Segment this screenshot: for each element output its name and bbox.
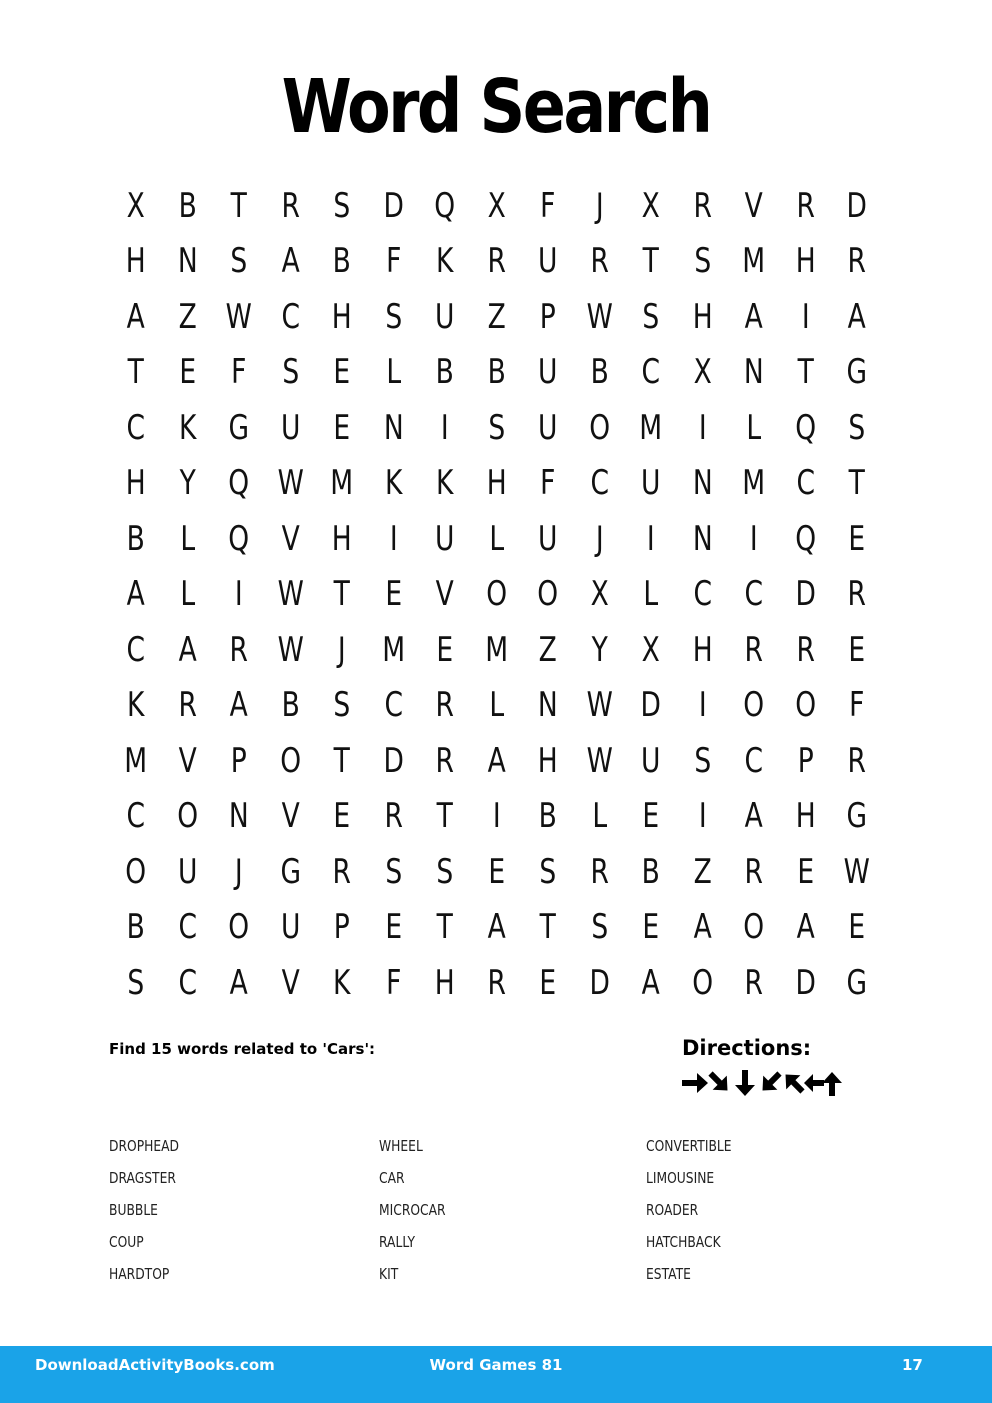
word-column-3 (646, 1135, 750, 1295)
grid-letter: S (436, 851, 454, 892)
grid-letter: T (539, 907, 556, 948)
grid-letter: G (846, 352, 868, 393)
grid-letter: R (796, 185, 815, 226)
grid-letter: I (698, 796, 707, 837)
grid-letter: N (537, 685, 558, 726)
grid-letter: Q (228, 518, 250, 559)
grid-letter: W (586, 685, 613, 726)
grid-letter: C (692, 574, 712, 615)
grid-letter: E (642, 796, 660, 837)
grid-letter: B (332, 241, 351, 282)
grid-letter: L (643, 574, 659, 615)
grid-letter: B (590, 352, 609, 393)
grid-letter: U (177, 851, 197, 892)
grid-letter: R (590, 851, 609, 892)
grid-letter: L (488, 685, 504, 726)
grid-letter: H (692, 296, 713, 337)
grid-letter: P (333, 907, 350, 948)
grid-letter: E (436, 629, 454, 670)
grid-letter: V (744, 185, 763, 226)
grid-letter: T (127, 352, 144, 393)
arrow-down-right-icon (703, 1068, 734, 1098)
direction-arrows (681, 1068, 845, 1098)
instructions: Find 15 words related to 'Cars': (109, 1040, 376, 1058)
grid-letter: G (279, 851, 301, 892)
grid-letter: P (230, 740, 247, 781)
grid-letter: P (539, 296, 556, 337)
grid-letter: A (796, 907, 815, 948)
grid-letter: H (331, 296, 352, 337)
grid-letter: N (228, 796, 249, 837)
grid-letter: R (435, 740, 454, 781)
grid-letter: I (801, 296, 810, 337)
grid-letter: A (693, 907, 712, 948)
grid-letter: Z (487, 296, 506, 337)
grid-letter: T (848, 463, 865, 504)
grid-letter: M (124, 740, 148, 781)
grid-letter: C (795, 463, 815, 504)
word-item: CONVERTIBLE (646, 1137, 732, 1155)
grid-letter: S (539, 851, 557, 892)
word-item: WHEEL (379, 1137, 423, 1155)
grid-letter: F (849, 685, 865, 726)
grid-letter: K (333, 962, 351, 1003)
grid-letter: Q (228, 463, 250, 504)
grid-letter: M (742, 241, 766, 282)
arrow-up-icon (822, 1072, 842, 1096)
grid-letter: R (744, 629, 763, 670)
arrow-down-icon (735, 1070, 755, 1096)
word-item: HATCHBACK (646, 1233, 721, 1251)
grid-letter: M (330, 463, 354, 504)
grid-letter: R (847, 740, 866, 781)
grid-letter: X (693, 352, 712, 393)
grid-letter: T (436, 907, 453, 948)
grid-letter: M (484, 629, 508, 670)
grid-letter: E (333, 407, 351, 448)
grid-letter: D (846, 185, 867, 226)
grid-letter: S (333, 185, 351, 226)
grid-letter: A (126, 574, 145, 615)
grid-letter: C (177, 962, 197, 1003)
grid-letter: O (691, 962, 713, 1003)
grid-letter: U (641, 463, 661, 504)
grid-letter: D (795, 574, 816, 615)
grid-letter: S (333, 685, 351, 726)
grid-letter: N (177, 241, 198, 282)
grid-letter: B (641, 851, 660, 892)
grid-letter: E (333, 352, 351, 393)
grid-letter: T (797, 352, 814, 393)
grid-letter: T (230, 185, 247, 226)
grid-letter: M (639, 407, 663, 448)
grid-letter: K (436, 463, 454, 504)
grid-letter: I (389, 518, 398, 559)
grid-letter: D (795, 962, 816, 1003)
word-item: HARDTOP (109, 1265, 170, 1283)
word-list (109, 1135, 909, 1305)
grid-letter: Y (591, 629, 608, 670)
grid-letter: U (280, 407, 300, 448)
grid-letter: S (693, 740, 711, 781)
grid-letter: S (487, 407, 505, 448)
grid-letter: C (126, 629, 146, 670)
grid-letter: E (642, 907, 660, 948)
grid-letter: B (538, 796, 557, 837)
grid-letter: O (176, 796, 198, 837)
grid-letter: F (540, 463, 556, 504)
grid-letter: R (796, 629, 815, 670)
grid-letter: F (231, 352, 247, 393)
grid-letter: R (847, 241, 866, 282)
footer-site-link[interactable]: DownloadActivityBooks.com (35, 1356, 275, 1374)
grid-letter: L (746, 407, 762, 448)
grid-letter: V (281, 518, 300, 559)
grid-letter: D (589, 962, 610, 1003)
grid-letter: U (538, 241, 558, 282)
grid-letter: O (743, 907, 765, 948)
grid-letter: K (384, 463, 402, 504)
grid-letter: R (693, 185, 712, 226)
grid-letter: R (590, 241, 609, 282)
grid-letter: A (487, 907, 506, 948)
grid-letter: L (591, 796, 607, 837)
grid-letter: S (848, 407, 866, 448)
grid-letter: S (590, 907, 608, 948)
grid-letter: I (749, 518, 758, 559)
grid-letter: L (179, 518, 195, 559)
grid-letter: X (487, 185, 506, 226)
grid-letter: R (487, 962, 506, 1003)
grid-letter: R (744, 851, 763, 892)
grid-letter: V (435, 574, 454, 615)
letter-grid (110, 178, 883, 1011)
grid-letter: O (794, 685, 816, 726)
grid-letter: W (586, 740, 613, 781)
grid-letter: I (492, 796, 501, 837)
grid-letter: R (332, 851, 351, 892)
word-item: RALLY (379, 1233, 416, 1251)
grid-letter: B (126, 518, 145, 559)
grid-letter: H (795, 796, 816, 837)
grid-letter: Y (179, 463, 196, 504)
grid-letter: H (125, 241, 146, 282)
grid-letter: W (843, 851, 870, 892)
grid-letter: E (333, 796, 351, 837)
grid-letter: J (595, 185, 604, 226)
grid-letter: S (384, 296, 402, 337)
grid-letter: U (538, 352, 558, 393)
grid-letter: R (487, 241, 506, 282)
grid-letter: L (385, 352, 401, 393)
word-item: ROADER (646, 1201, 699, 1219)
grid-letter: T (642, 241, 659, 282)
grid-letter: C (641, 352, 661, 393)
grid-letter: W (277, 629, 304, 670)
grid-letter: S (693, 241, 711, 282)
grid-letter: K (436, 241, 454, 282)
grid-letter: R (744, 962, 763, 1003)
grid-letter: S (384, 851, 402, 892)
grid-letter: B (281, 685, 300, 726)
grid-letter: M (742, 463, 766, 504)
grid-letter: B (487, 352, 506, 393)
grid-letter: H (795, 241, 816, 282)
grid-letter: E (848, 629, 866, 670)
grid-letter: A (744, 796, 763, 837)
footer-page-number: 17 (902, 1356, 923, 1374)
grid-letter: T (333, 740, 350, 781)
grid-letter: O (228, 907, 250, 948)
grid-letter: K (178, 407, 196, 448)
grid-letter: A (126, 296, 145, 337)
grid-letter: O (743, 685, 765, 726)
word-item: DRAGSTER (109, 1169, 176, 1187)
grid-letter: W (225, 296, 252, 337)
grid-letter: J (595, 518, 604, 559)
grid-letter: I (698, 685, 707, 726)
grid-letter: X (641, 185, 660, 226)
grid-letter: X (590, 574, 609, 615)
grid-letter: C (744, 740, 764, 781)
grid-letter: S (281, 352, 299, 393)
grid-letter: C (280, 296, 300, 337)
grid-letter: A (281, 241, 300, 282)
grid-letter: E (487, 851, 505, 892)
grid-letter: D (383, 185, 404, 226)
grid-letter: F (540, 185, 556, 226)
grid-letter: F (385, 962, 401, 1003)
grid-letter: Q (794, 407, 816, 448)
grid-letter: A (229, 962, 248, 1003)
page-title: Word Search (281, 64, 711, 150)
grid-letter: I (698, 407, 707, 448)
arrow-down-left-icon (755, 1068, 786, 1098)
arrow-right-icon (682, 1073, 708, 1093)
directions-label: Directions: (682, 1036, 812, 1060)
grid-letter: H (537, 740, 558, 781)
grid-letter: B (178, 185, 197, 226)
grid-letter: E (848, 518, 866, 559)
grid-letter: B (435, 352, 454, 393)
grid-letter: R (229, 629, 248, 670)
grid-letter: U (538, 518, 558, 559)
grid-letter: S (127, 962, 145, 1003)
grid-letter: J (234, 851, 243, 892)
word-column-1 (109, 1135, 194, 1295)
word-item: ESTATE (646, 1265, 691, 1283)
grid-letter: I (646, 518, 655, 559)
grid-letter: E (539, 962, 557, 1003)
grid-letter: E (178, 352, 196, 393)
grid-letter: O (125, 851, 147, 892)
word-item: BUBBLE (109, 1201, 158, 1219)
grid-letter: N (743, 352, 764, 393)
grid-letter: E (848, 907, 866, 948)
grid-letter: F (385, 241, 401, 282)
grid-letter: A (229, 685, 248, 726)
grid-letter: A (487, 740, 506, 781)
grid-letter: R (847, 574, 866, 615)
grid-letter: V (281, 962, 300, 1003)
grid-letter: H (434, 962, 455, 1003)
grid-letter: C (177, 907, 197, 948)
grid-letter: H (486, 463, 507, 504)
grid-letter: W (277, 574, 304, 615)
grid-letter: R (435, 685, 454, 726)
grid-letter: R (178, 685, 197, 726)
grid-letter: Z (693, 851, 712, 892)
word-item: MICROCAR (379, 1201, 446, 1219)
grid-letter: Q (794, 518, 816, 559)
grid-letter: C (126, 407, 146, 448)
grid-letter: V (178, 740, 197, 781)
grid-letter: I (440, 407, 449, 448)
grid-letter: A (847, 296, 866, 337)
grid-letter: C (126, 796, 146, 837)
grid-letter: N (692, 518, 713, 559)
grid-letter: R (281, 185, 300, 226)
footer-book-title: Word Games 81 (429, 1356, 563, 1374)
grid-letter: O (537, 574, 559, 615)
word-column-2 (379, 1135, 460, 1295)
grid-letter: E (384, 574, 402, 615)
grid-letter: L (179, 574, 195, 615)
grid-letter: H (692, 629, 713, 670)
grid-letter: X (126, 185, 145, 226)
grid-letter: A (641, 962, 660, 1003)
grid-letter: L (488, 518, 504, 559)
grid-letter: T (436, 796, 453, 837)
word-item: DROPHEAD (109, 1137, 180, 1155)
word-item: COUP (109, 1233, 144, 1251)
grid-letter: Z (178, 296, 197, 337)
grid-letter: R (384, 796, 403, 837)
grid-letter: C (589, 463, 609, 504)
grid-letter: D (640, 685, 661, 726)
grid-letter: I (234, 574, 243, 615)
grid-letter: H (125, 463, 146, 504)
grid-letter: D (383, 740, 404, 781)
word-item: KIT (379, 1265, 399, 1283)
word-item: CAR (379, 1169, 405, 1187)
grid-letter: C (383, 685, 403, 726)
grid-letter: W (586, 296, 613, 337)
grid-letter: Q (434, 185, 456, 226)
grid-letter: A (744, 296, 763, 337)
grid-letter: V (281, 796, 300, 837)
arrow-left-icon (804, 1074, 824, 1092)
grid-letter: A (178, 629, 197, 670)
grid-letter: E (796, 851, 814, 892)
grid-letter: O (279, 740, 301, 781)
grid-letter: G (846, 796, 868, 837)
grid-letter: P (797, 740, 814, 781)
grid-letter: J (337, 629, 346, 670)
footer-bar (0, 1346, 992, 1403)
grid-letter: U (641, 740, 661, 781)
grid-letter: H (331, 518, 352, 559)
grid-letter: U (280, 907, 300, 948)
grid-letter: G (228, 407, 250, 448)
grid-letter: S (230, 241, 248, 282)
grid-letter: U (538, 407, 558, 448)
grid-letter: K (127, 685, 145, 726)
grid-letter: N (692, 463, 713, 504)
grid-letter: T (333, 574, 350, 615)
grid-letter: M (381, 629, 405, 670)
grid-letter: O (485, 574, 507, 615)
grid-letter: O (588, 407, 610, 448)
grid-letter: C (744, 574, 764, 615)
grid-letter: N (383, 407, 404, 448)
grid-letter: X (641, 629, 660, 670)
grid-letter: S (642, 296, 660, 337)
grid-letter: B (126, 907, 145, 948)
grid-letter: U (435, 518, 455, 559)
grid-letter: G (846, 962, 868, 1003)
grid-letter: E (384, 907, 402, 948)
grid-letter: U (435, 296, 455, 337)
grid-letter: W (277, 463, 304, 504)
grid-letter: Z (538, 629, 557, 670)
word-item: LIMOUSINE (646, 1169, 715, 1187)
